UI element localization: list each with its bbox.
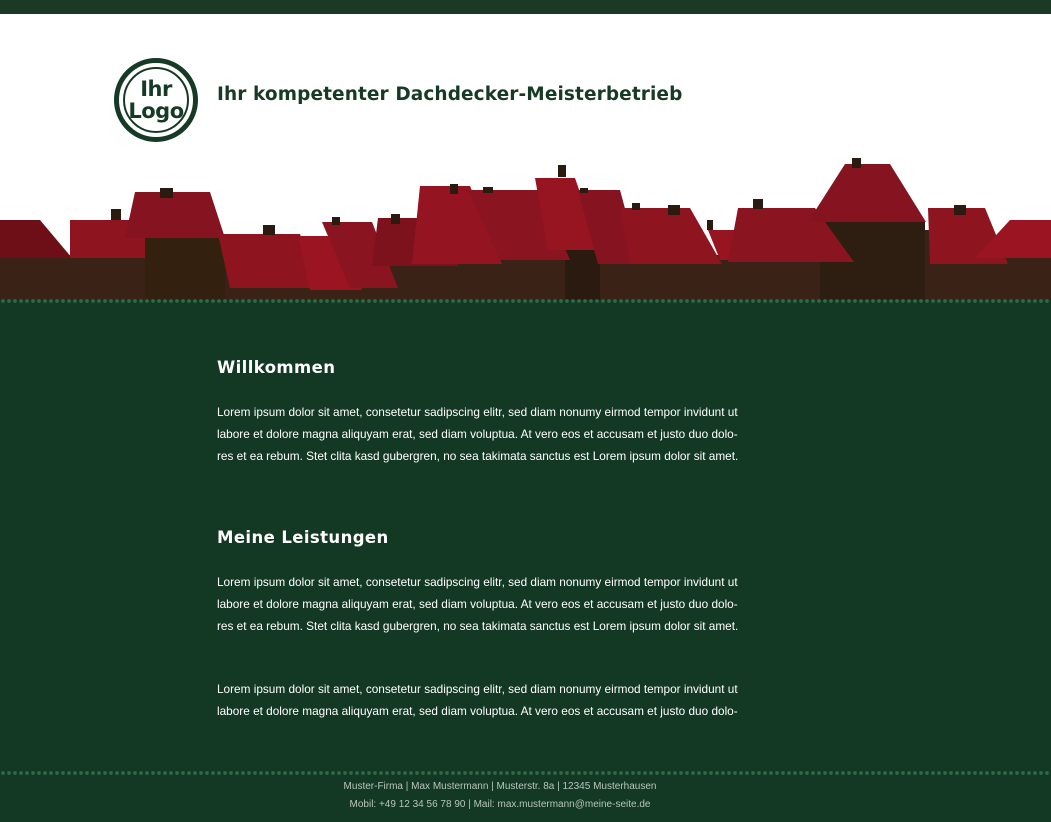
section-text-line: Lorem ipsum dolor sit amet, consetetur sadipscing elitr, sed diam nonumy eirmod tempor invidunt ut: [217, 682, 738, 696]
site-tagline: Ihr kompetenter Dachdecker-Meisterbetrieb: [217, 84, 683, 105]
logo-text-line1: Ihr: [140, 77, 172, 101]
main-content-area: [0, 300, 1051, 822]
section-text-line: res et ea rebum. Stet clita kasd gubergren, no sea takimata sanctus est Lorem ipsum dolor sit amet.: [217, 449, 739, 463]
logo-ring: [123, 67, 189, 133]
footer-address: Muster-Firma | Max Mustermann | Musterstr. 8a | 12345 Musterhausen: [343, 781, 657, 792]
section-text-line: res et ea rebum. Stet clita kasd gubergren, no sea takimata sanctus est Lorem ipsum dolor sit amet.: [217, 619, 739, 633]
section-services: [217, 528, 797, 637]
footer-contact[interactable]: Mobil: +49 12 34 56 78 90 | Mail: max.mustermann@meine-seite.de: [349, 799, 651, 810]
section-heading: Willkommen: [217, 358, 336, 377]
footer: [0, 778, 1051, 814]
section-text-line: labore et dolore magna aliquyam erat, sed diam voluptua. At vero eos et accusam et justo duo dolo-: [217, 427, 738, 441]
header: [0, 14, 1051, 154]
section-text-line: Lorem ipsum dolor sit amet, consetetur sadipscing elitr, sed diam nonumy eirmod tempor invidunt ut: [217, 405, 738, 419]
logo[interactable]: [114, 58, 198, 142]
section-text-line: labore et dolore magna aliquyam erat, sed diam voluptua. At vero eos et accusam et justo duo dolo-: [217, 597, 738, 611]
section-text-line: Lorem ipsum dolor sit amet, consetetur sadipscing elitr, sed diam nonumy eirmod tempor invidunt ut: [217, 575, 738, 589]
logo-text-line2: Logo: [128, 99, 184, 123]
top-bar: [0, 0, 1051, 14]
dotted-divider-bottom: [0, 770, 1051, 776]
section-text-line: labore et dolore magna aliquyam erat, sed diam voluptua. At vero eos et accusam et justo duo dolo-: [217, 704, 738, 718]
roofs-illustration: [0, 150, 1051, 304]
section-welcome: [217, 358, 797, 467]
section-heading: Meine Leistungen: [217, 528, 389, 547]
section-more: [217, 678, 797, 722]
dotted-divider-top: [0, 298, 1051, 304]
